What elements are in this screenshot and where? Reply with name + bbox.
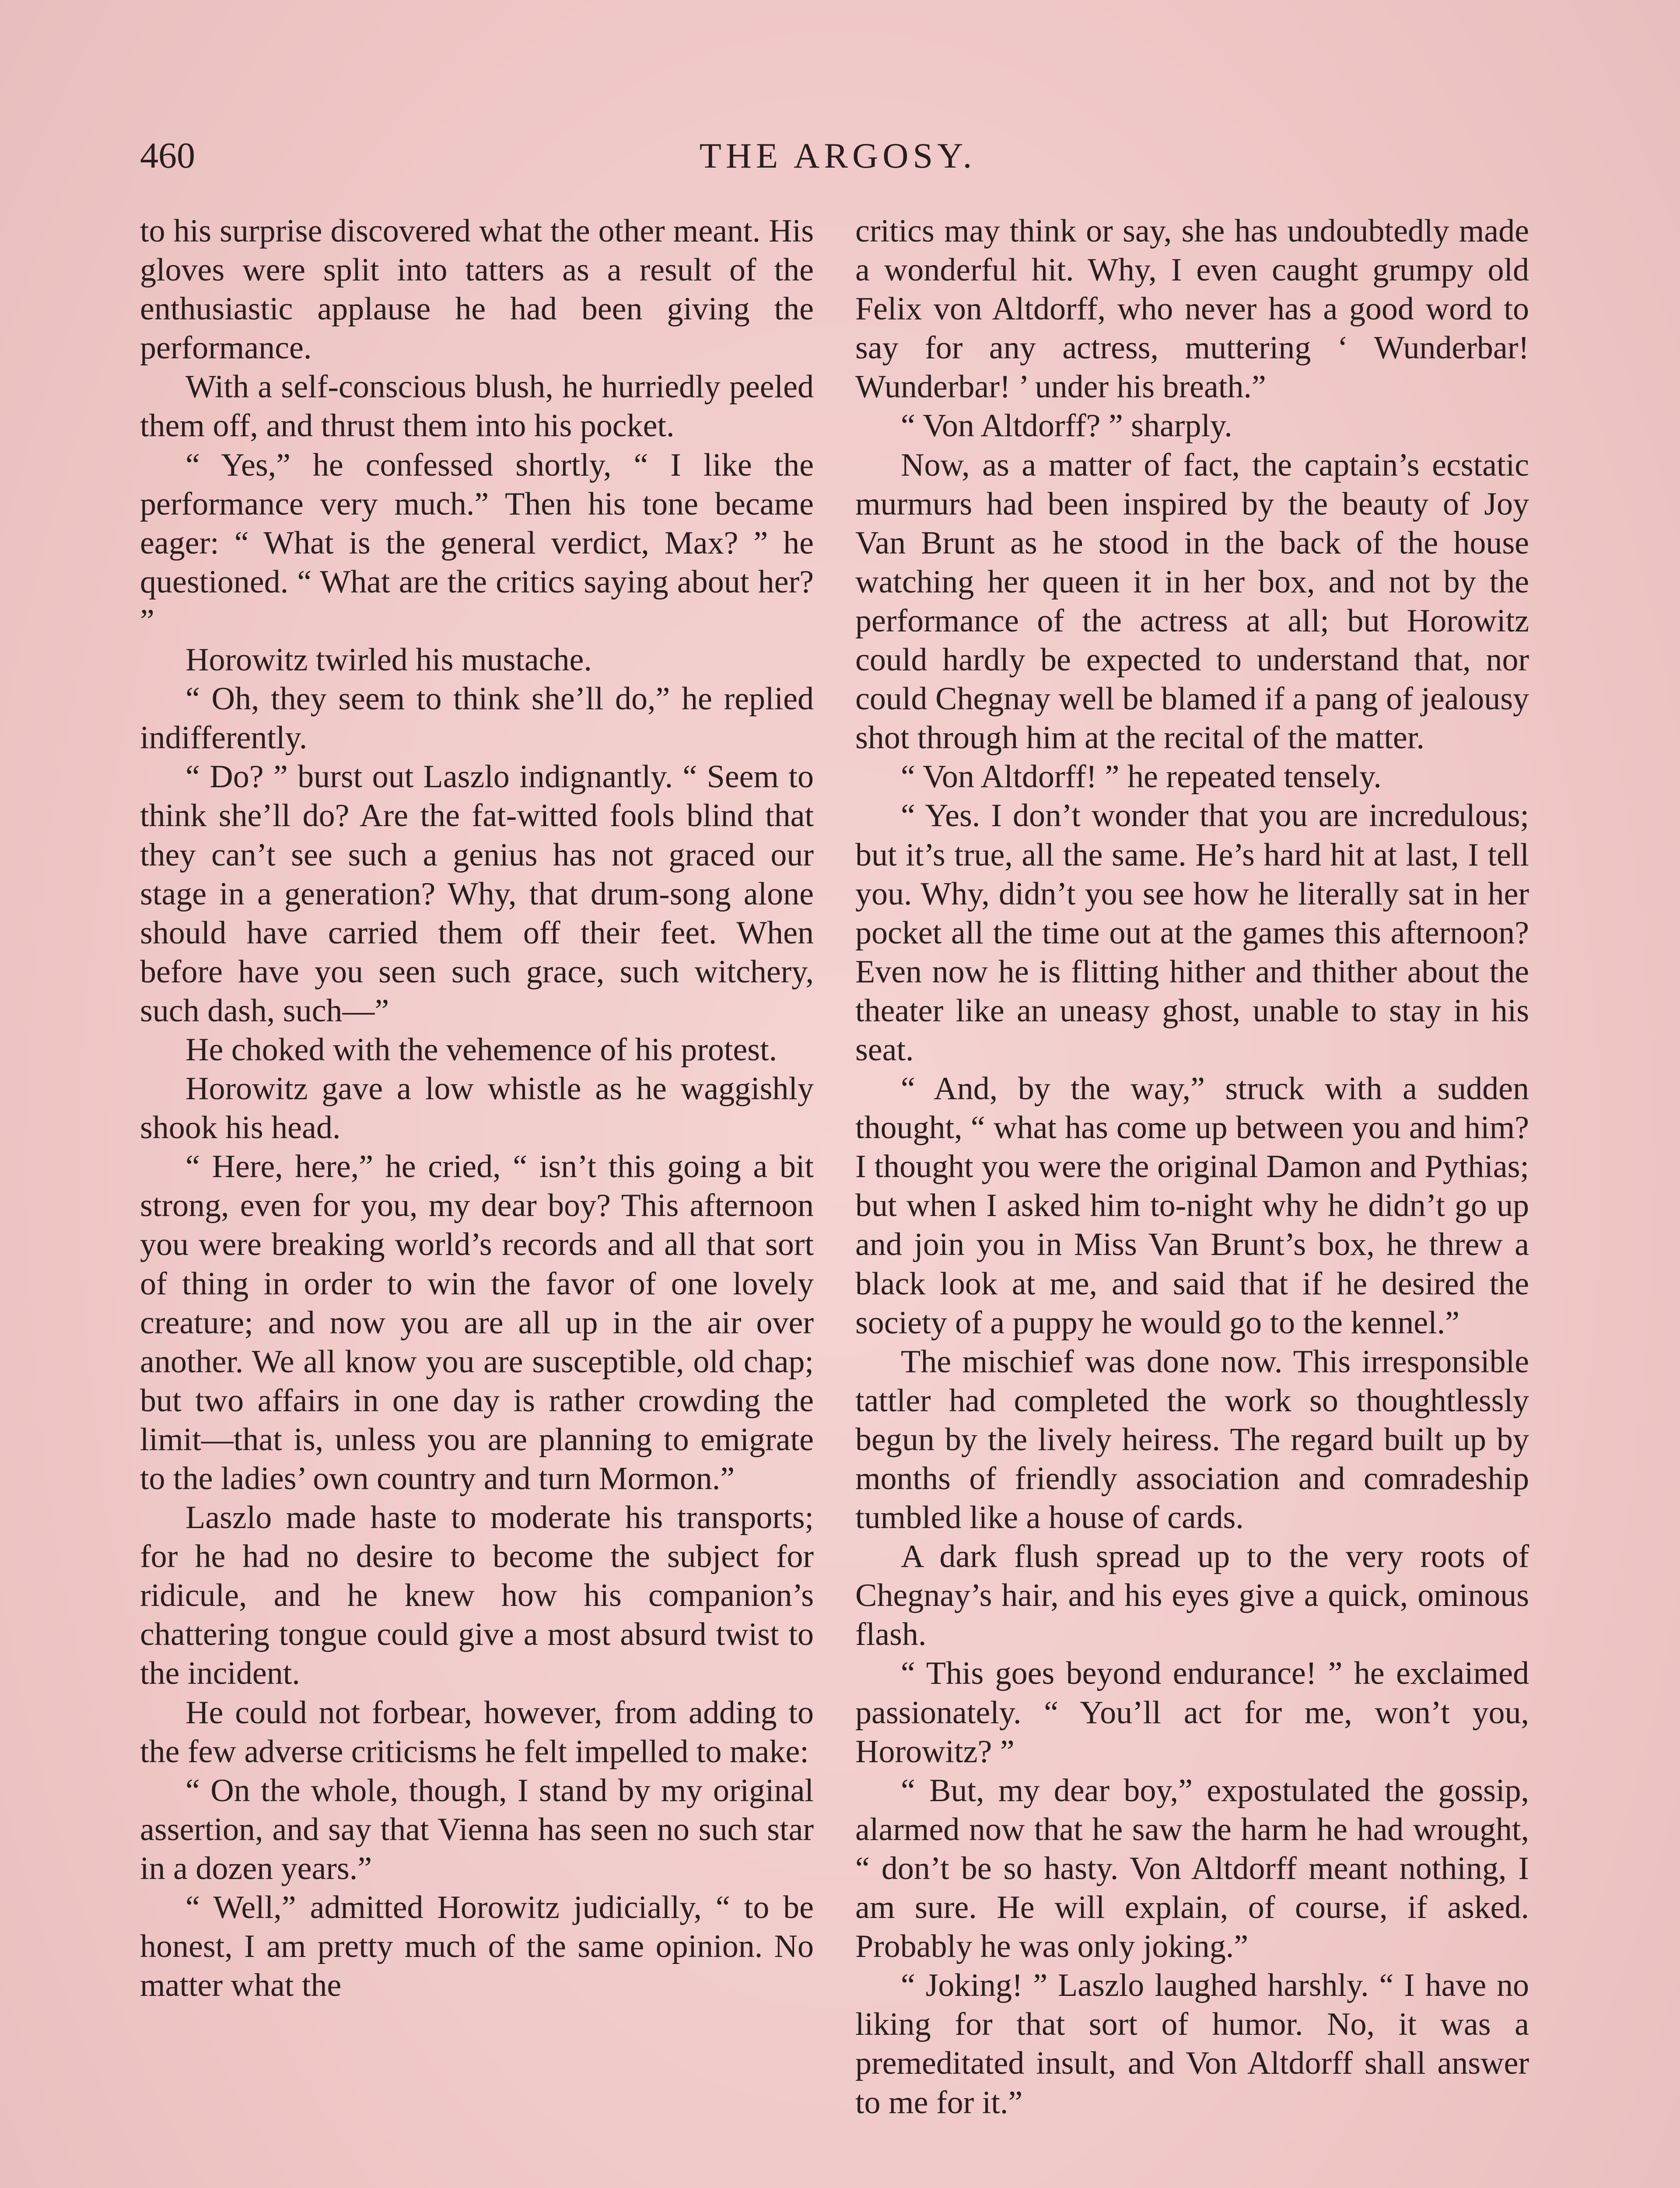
paragraph: Laszlo made haste to moderate his transports; for he had no desire to become the subject for ridicule, and he knew how his companion’s chattering tongue could give a most absurd twist to the incident. [140, 1500, 814, 1692]
paragraph: “ Yes. I don’t wonder that you are incredulous; but it’s true, all the same. He’s hard hit at last, I tell you. Why, didn’t you see how he literally sat in her pocket all the time out at the games this afternoon? Even now he is flitting hither and thither about the theater like an uneasy ghost, unable to stay in his seat. [855, 798, 1529, 1068]
paragraph: “ On the whole, though, I stand by my original assertion, and say that Vienna has seen no such star in a dozen years.” [140, 1772, 814, 1886]
page-number: 460 [140, 135, 195, 176]
paragraph: “ Well,” admitted Horowitz judicially, “ to be honest, I am pretty much of the same opinion. No matter what the [140, 1890, 814, 2004]
paragraph: “ Von Altdorff! ” he repeated tensely. [901, 759, 1382, 795]
paragraph: Horowitz twirled his mustache. [186, 642, 592, 678]
paragraph: “ Oh, they seem to think she’ll do,” he replied indifferently. [140, 681, 814, 756]
paragraph: “ Joking! ” Laszlo laughed harshly. “ I have no liking for that sort of humor. No, it was a premeditated insult, and Von Altdorff shall answer to me for it.” [855, 1967, 1529, 2121]
paragraph: critics may think or say, she has undoubtedly made a wonderful hit. Why, I even caught grumpy old Felix von Altdorff, who never has a good word to say for any actress, muttering ‘ Wunderbar! Wunderbar! ’ under his breath.” [855, 213, 1529, 405]
paragraph: The mischief was done now. This irresponsible tattler had completed the work so thoughtlessly begun by the lively heiress. The regard built up by months of friendly association and comradeship tumbled like a house of cards. [855, 1343, 1529, 1536]
paragraph: “ Von Altdorff? ” sharply. [901, 408, 1232, 444]
paragraph: “ Do? ” burst out Laszlo indignantly. “ Seem to think she’ll do? Are the fat-witted fools blind that they can’t see such a genius has not graced our stage in a generation? Why, that drum-song alone should have carried them off their feet. When before have you seen such grace, such witchery, such dash, such—” [140, 759, 814, 1029]
paragraph: “ Yes,” he confessed shortly, “ I like the performance very much.” Then his tone became eager: “ What is the general verdict, Max? ” he questioned. “ What are the critics saying about her? ” [140, 447, 814, 639]
left-column [140, 212, 814, 2188]
paragraph: He choked with the vehemence of his protest. [186, 1031, 777, 1068]
paragraph: to his surprise discovered what the other meant. His gloves were split into tatters as a result of the enthusiastic applause he had been giving the performance. [140, 213, 814, 366]
paragraph: A dark flush spread up to the very roots of Chegnay’s hair, and his eyes give a quick, ominous flash. [855, 1539, 1529, 1653]
page-header [140, 134, 1536, 182]
paragraph: “ And, by the way,” struck with a sudden thought, “ what has come up between you and him? I thought you were the original Damon and Pythias; but when I asked him to-night why he didn’t go up and join you in Miss Van Brunt’s box, he threw a black look at me, and said that if he desired the society of a puppy he would go to the kennel.” [855, 1071, 1529, 1341]
paragraph: “ Here, here,” he cried, “ isn’t this going a bit strong, even for you, my dear boy? This afternoon you were breaking world’s records and all that sort of thing in order to win the favor of one lovely creature; and now you are all up in the air over another. We all know you are susceptible, old chap; but two affairs in one day is rather crowding the limit—that is, unless you are planning to emigrate to the ladies’ own country and turn Mormon.” [140, 1149, 814, 1497]
paragraph: He could not forbear, however, from adding to the few adverse criticisms he felt impelled to make: [140, 1694, 814, 1770]
paragraph: “ This goes beyond endurance! ” he exclaimed passionately. “ You’ll act for me, won’t you, Horowitz? ” [855, 1655, 1529, 1770]
paragraph: Now, as a matter of fact, the captain’s ecstatic murmurs had been inspired by the beauty of Joy Van Brunt as he stood in the back of the house watching her queen it in her box, and not by the performance of the actress at all; but Horowitz could hardly be expected to understand that, nor could Chegnay well be blamed if a pang of jealousy shot through him at the recital of the matter. [855, 447, 1529, 756]
right-column [855, 212, 1529, 2188]
paragraph: “ But, my dear boy,” expostulated the gossip, alarmed now that he saw the harm he had wrought, “ don’t be so hasty. Von Altdorff meant nothing, I am sure. He will explain, of course, if asked. Probably he was only joking.” [855, 1772, 1529, 1965]
running-title: THE ARGOSY. [699, 136, 976, 175]
paragraph: Horowitz gave a low whistle as he waggishly shook his head. [140, 1071, 814, 1146]
paragraph: With a self-conscious blush, he hurriedly peeled them off, and thrust them into his pocket. [140, 369, 814, 444]
